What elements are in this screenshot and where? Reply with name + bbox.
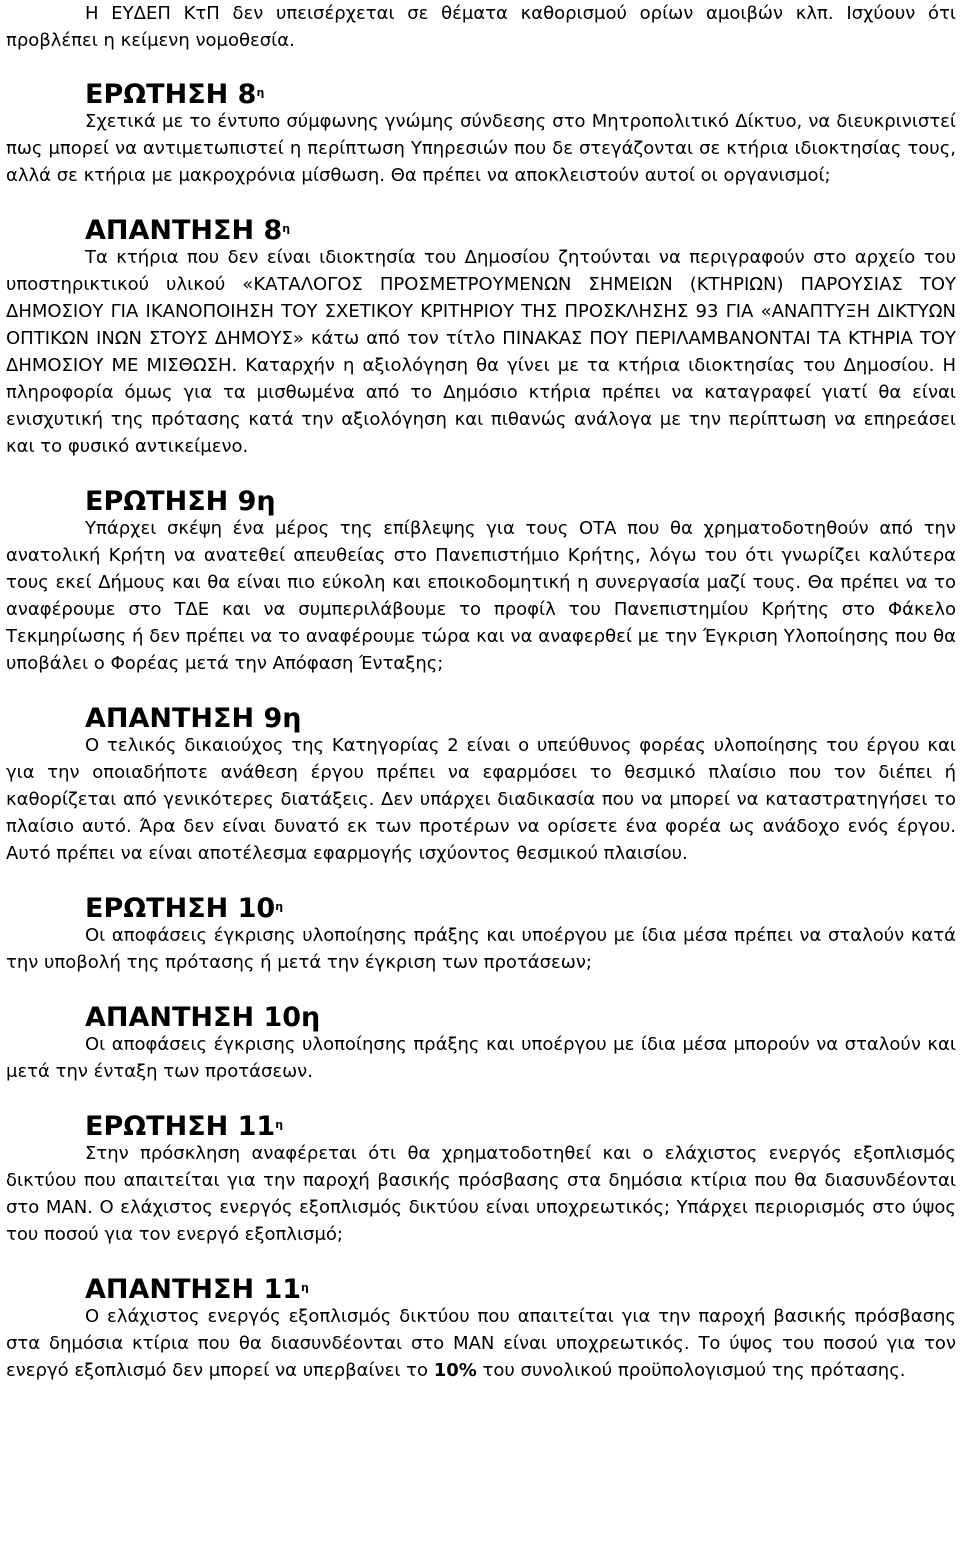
question-9-heading: ΕΡΩΤΗΣΗ 9η bbox=[85, 486, 276, 517]
question-8-text: Σχετικά με το έντυπο σύμφωνης γνώμης σύνδεσης στο Μητροπολιτικό Δίκτυο, να διευκρινιστεί πως μπορεί να αντιμετωπιστεί η περίπτωση Υπηρεσιών που δε στεγάζονται σε κτήρια ιδιοκτησίας τους, αλλά σε κτήρια με μακροχρόνια μίσθωση. Θα πρέπει να αποκλειστούν αυτοί οι οργανισμοί; bbox=[6, 111, 956, 186]
question-10-superscript: η bbox=[275, 900, 284, 913]
question-8-label: ΕΡΩΤΗΣΗ 8 bbox=[85, 79, 257, 110]
question-8-heading bbox=[6, 81, 956, 108]
answer-11-text-after: του συνολικού προϋπολογισμού της πρότασης. bbox=[476, 1360, 906, 1381]
answer-8-heading bbox=[6, 217, 956, 244]
question-11-heading bbox=[6, 1113, 956, 1140]
question-10-heading bbox=[6, 895, 956, 922]
answer-10-text: Οι αποφάσεις έγκρισης υλοποίησης πράξης και υποέργου με ίδια μέσα μπορούν να σταλούν και μετά την ένταξη των προτάσεων. bbox=[6, 1034, 956, 1082]
answer-9-text: Ο τελικός δικαιούχος της Κατηγορίας 2 είναι ο υπεύθυνος φορέας υλοποίησης του έργου και για την οποιαδήποτε ανάθεση έργου πρέπει να εφαρμόσει το θεσμικό πλαίσιο που τον διέπει ή καθορίζεται από γενικότερες διατάξεις. Δεν υπάρχει διαδικασία που να μπορεί να καταστρατηγήσει το πλαίσιο αυτό. Άρα δεν είναι δυνατό εκ των προτέρων να ορίσετε ένα φορέα ως ανάδοχο ενός έργου. Αυτό πρέπει να είναι αποτέλεσμα εφαρμογής ισχύοντος θεσμικού πλαισίου. bbox=[6, 735, 956, 864]
answer-11-percentage: 10% bbox=[433, 1360, 477, 1381]
answer-11-text bbox=[6, 1303, 956, 1384]
question-10-label: ΕΡΩΤΗΣΗ 10 bbox=[85, 893, 276, 924]
question-10-text: Οι αποφάσεις έγκρισης υλοποίησης πράξης και υποέργου με ίδια μέσα πρέπει να σταλούν κατά την υποβολή της πρότασης ή μετά την έγκριση των προτάσεων; bbox=[6, 925, 956, 973]
question-8-superscript: η bbox=[256, 86, 265, 99]
question-11-superscript: η bbox=[275, 1118, 284, 1131]
answer-8-superscript: η bbox=[282, 222, 291, 235]
answer-8-text: Τα κτήρια που δεν είναι ιδιοκτησία του Δημοσίου ζητούνται να περιγραφούν στο αρχείο του υποστηρικτικού υλικού «ΚΑΤΑΛΟΓΟΣ ΠΡΟΣΜΕΤΡΟΥΜΕΝΩΝ ΣΗΜΕΙΩΝ (ΚΤΗΡΙΩΝ) ΠΑΡΟΥΣΙΑΣ ΤΟΥ ΔΗΜΟΣΙΟΥ ΓΙΑ ΙΚΑΝΟΠΟΙΗΣΗ ΤΟΥ ΣΧΕΤΙΚΟΥ ΚΡΙΤΗΡΙΟΥ ΤΗΣ ΠΡΟΣΚΛΗΣΗΣ 93 ΓΙΑ «ΑΝΑΠΤΥΞΗ ΔΙΚΤΥΩΝ ΟΠΤΙΚΩΝ ΙΝΩΝ ΣΤΟΥΣ ΔΗΜΟΥΣ» κάτω από τον τίτλο ΠΙΝΑΚΑΣ ΠΟΥ ΠΕΡΙΛΑΜΒΑΝΟΝΤΑΙ ΤΑ ΚΤΗΡΙΑ ΤΟΥ ΔΗΜΟΣΙΟΥ ΜΕ ΜΙΣΘΩΣΗ. Καταρχήν η αξιολόγηση θα γίνει με τα κτήρια ιδιοκτησίας του Δημοσίου. Η πληροφορία όμως για τα μισθωμένα από το Δημόσιο κτήρια πρέπει να καταγραφεί γιατί θα είναι ενισχυτική της πρότασης κατά την αξιολόγηση και πιθανώς ανάλογα με την περίπτωση να επηρεάσει και το φυσικό αντικείμενο. bbox=[6, 247, 956, 457]
answer-9-heading: ΑΠΑΝΤΗΣΗ 9η bbox=[85, 703, 302, 734]
answer-11-heading bbox=[6, 1276, 956, 1303]
question-11-label: ΕΡΩΤΗΣΗ 11 bbox=[85, 1111, 276, 1142]
answer-11-text-before: Ο ελάχιστος ενεργός εξοπλισμός δικτύου που απαιτείται για την παροχή βασικής πρόσβασης στα δημόσια κτίρια που θα διασυνδέονται στο MAN είναι υποχρεωτικός. Το ύψος του ποσού για τον ενεργό εξοπλισμό δεν μπορεί να υπερβαίνει το bbox=[6, 1306, 956, 1381]
answer-11-superscript: η bbox=[301, 1281, 309, 1294]
intro-paragraph: Η ΕΥΔΕΠ ΚτΠ δεν υπεισέρχεται σε θέματα καθορισμού ορίων αμοιβών κλπ. Ισχύουν ότι προβλέπει η κείμενη νομοθεσία. bbox=[6, 3, 956, 51]
question-11-text: Στην πρόσκληση αναφέρεται ότι θα χρηματοδοτηθεί και ο ελάχιστος ενεργός εξοπλισμός δικτύου που απαιτείται για την παροχή βασικής πρόσβασης στα δημόσια κτίρια που θα διασυνδέονται στο MAN. Ο ελάχιστος ενεργός εξοπλισμός δικτύου είναι υποχρεωτικός; Υπάρχει περιορισμός στο ύψος του ποσού για τον ενεργό εξοπλισμό; bbox=[6, 1143, 956, 1245]
question-9-text: Υπάρχει σκέψη ένα μέρος της επίβλεψης για τους ΟΤΑ που θα χρηματοδοτηθούν από την ανατολική Κρήτη να ανατεθεί απευθείας στο Πανεπιστήμιο Κρήτης, λόγω του ότι γνωρίζει καλύτερα τους εκεί Δήμους και θα είναι πιο εύκολη και εποικοδομητική η συνεργασία μαζί τους. Θα πρέπει να το αναφέρουμε στο ΤΔΕ και να συμπεριλάβουμε το προφίλ του Πανεπιστημίου Κρήτης στο Φάκελο Τεκμηρίωσης ή δεν πρέπει να το αναφέρουμε τώρα και να αναφερθεί με την Έγκριση Υλοποίησης που θα υποβάλει ο Φορέας μετά την Απόφαση Ένταξης; bbox=[6, 518, 956, 674]
answer-10-heading: ΑΠΑΝΤΗΣΗ 10η bbox=[85, 1002, 321, 1033]
answer-11-label: ΑΠΑΝΤΗΣΗ 11 bbox=[85, 1274, 302, 1305]
answer-8-label: ΑΠΑΝΤΗΣΗ 8 bbox=[85, 215, 283, 246]
